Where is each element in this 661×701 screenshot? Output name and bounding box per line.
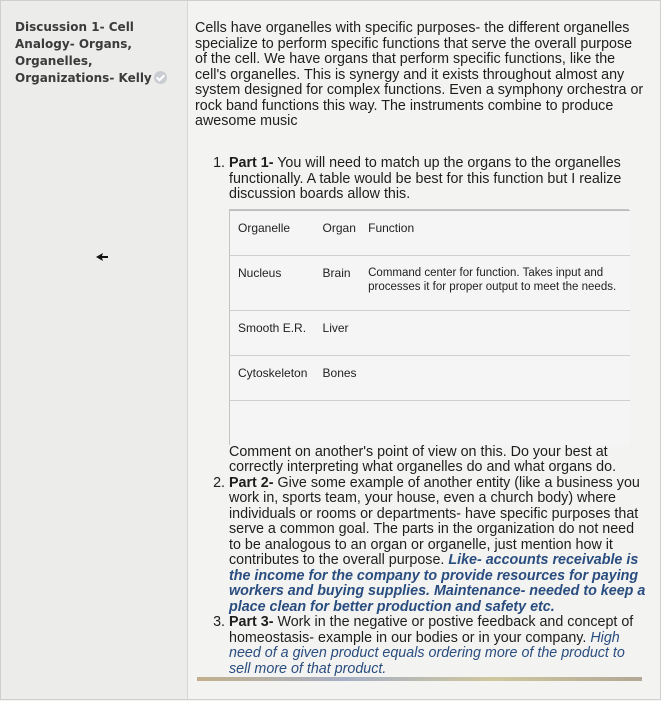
part-1-text: You will need to match up the organs to the organelles functionally. A table would be best for this function but I realize discussion boards allow this. [229, 155, 622, 202]
part-2-text: Give some example of another entity (like a business you work in, sports team, your house, even a church body) where individuals or rooms or departments- have specific purposes that serve a common goal. The parts in the organization do not need to be analogous to an organ or organelle, just mention how it contributes to the overall purpose. [229, 474, 640, 568]
table-row [230, 355, 630, 400]
part-1 [229, 156, 649, 476]
table-row [230, 255, 630, 310]
parts-list [211, 156, 649, 677]
part-3-reply: High need of a given product equals ordering more of the product to sell more of that product. [229, 629, 625, 677]
part-3 [229, 615, 649, 677]
table-header-row [230, 210, 630, 255]
part-1-label: Part 1- [229, 155, 274, 171]
sidebar [1, 1, 188, 699]
organelle-table [229, 209, 629, 445]
part-1-after-table: Comment on another's point of view on this. Do your best at correctly interpreting what organelles do and what organs do. [229, 443, 617, 475]
table-cell: Smooth E.R. [230, 310, 315, 355]
table-row [230, 400, 630, 445]
discussion-title-text[interactable]: Discussion 1- Cell Analogy- Organs, Organelles, Organizations- Kelly [15, 20, 152, 85]
table-cell: Liver [315, 310, 369, 355]
part-2-reply: Like- accounts receivable is the income for the company to provide resources for paying workers and buying supplies. Maintenance- needed to keep a place clean for better production and safety etc. [229, 552, 646, 615]
table-cell: Nucleus [230, 255, 315, 310]
part-3-label: Part 3- [229, 614, 274, 630]
post-body [195, 20, 646, 677]
discussion-title[interactable] [15, 19, 180, 87]
part-2 [229, 476, 649, 616]
part-3-text: Work in the negative or postive feedback and concept of homeostasis- example in our bodies or in your company. [229, 614, 634, 646]
table-header-organ: Organ [315, 210, 369, 255]
table-row [230, 310, 630, 355]
table-cell [368, 355, 630, 400]
check-circle-icon [154, 71, 167, 84]
cut-off-next-post [197, 677, 642, 701]
table-cell [368, 310, 630, 355]
table-cell: Bones [315, 355, 369, 400]
table-cell: Cytoskeleton [230, 355, 315, 400]
table-header-organelle: Organelle [230, 210, 315, 255]
part-2-label: Part 2- [229, 474, 274, 491]
table-cell [315, 400, 369, 445]
table-cell [230, 400, 315, 445]
table-header-function: Function [368, 210, 630, 255]
table-cell: Command center for function. Takes input and processes it for proper output to meet the needs. [368, 255, 630, 310]
table-cell: Brain [315, 255, 369, 310]
cursor-icon [95, 250, 109, 264]
intro-paragraph: Cells have organelles with specific purposes- the different organelles specialize to perform specific functions that serve the overall purpose of the cell. We have organs that perform specific functions, like the cell's organelles. This is synergy and it exists throughout almost any system designed for complex functions. Even a symphony orchestra or rock band functions this way. The instruments combine to produce awesome music [195, 20, 644, 129]
table-cell [368, 400, 630, 445]
